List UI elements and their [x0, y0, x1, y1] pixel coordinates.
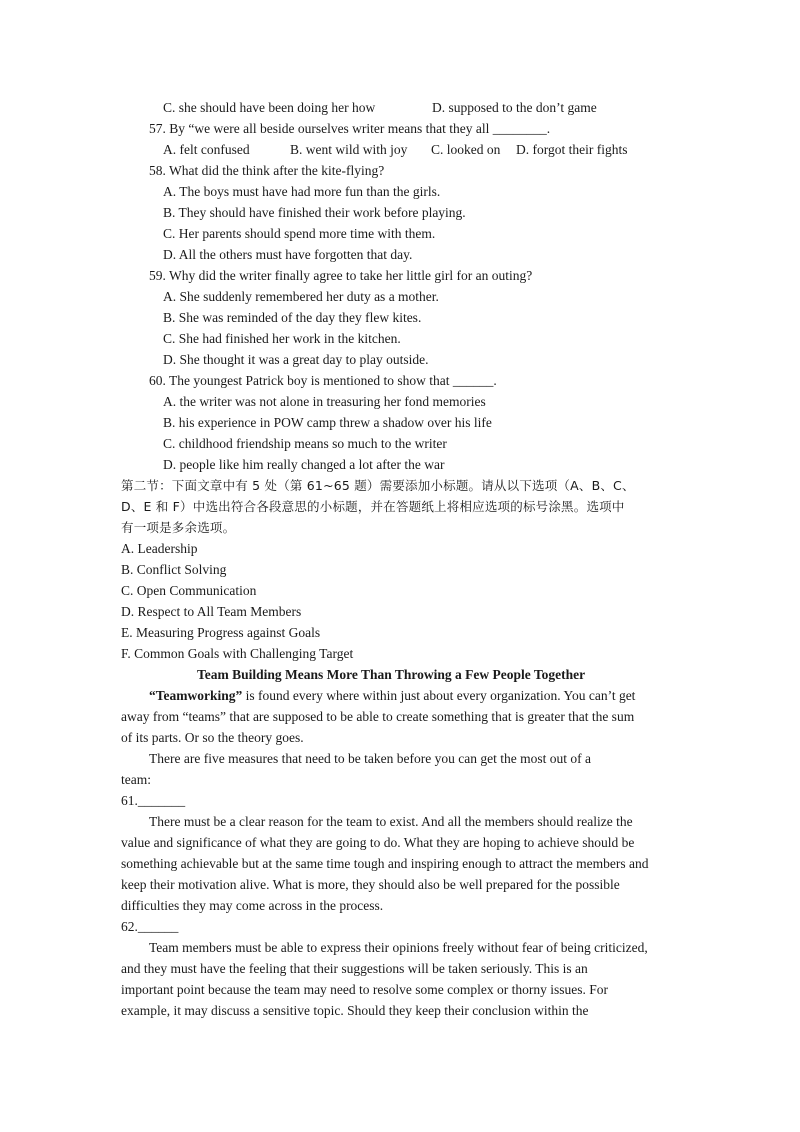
article-p4-line: and they must have the feeling that their suggestions will be taken seriously. This is an: [121, 961, 588, 976]
article-p2-line1: There are five measures that need to be taken before you can get the most out of a: [149, 751, 591, 766]
heading-option-d: D. Respect to All Team Members: [121, 604, 302, 619]
q59-option: B. She was reminded of the day they flew kites.: [163, 310, 422, 325]
q60-option: D. people like him really changed a lot after the war: [163, 457, 445, 472]
q58-option: B. They should have finished their work before playing.: [163, 205, 466, 220]
q58-option: D. All the others must have forgotten that day.: [163, 247, 413, 262]
q59-option: A. She suddenly remembered her duty as a mother.: [163, 289, 439, 304]
blank-62: 62.______: [121, 919, 179, 934]
q58-option: C. Her parents should spend more time with them.: [163, 226, 436, 241]
q59-stem: 59. Why did the writer finally agree to take her little girl for an outing?: [149, 268, 533, 283]
q56-option-d: D. supposed to the don’t game: [432, 100, 597, 115]
article-p3-line: keep their motivation alive. What is more, they should also be well prepared for the possible: [121, 877, 620, 892]
article-p1-line2: away from “teams” that are supposed to be able to create something that is greater that the sum: [121, 709, 635, 724]
article-p3-line: something achievable but at the same time tough and inspiring enough to attract the members and: [121, 856, 649, 871]
article-p4-line: Team members must be able to express their opinions freely without fear of being criticized,: [149, 940, 648, 955]
q59-option: C. She had finished her work in the kitchen.: [163, 331, 401, 346]
q59-option: D. She thought it was a great day to play outside.: [163, 352, 429, 367]
article-p1-line1: [149, 688, 635, 704]
article-p3-line: There must be a clear reason for the team to exist. And all the members should realize the: [149, 814, 633, 829]
q60-option: C. childhood friendship means so much to the writer: [163, 436, 447, 451]
article-title: Team Building Means More Than Throwing a Few People Together: [197, 667, 586, 682]
q58-stem: 58. What did the think after the kite-flying?: [149, 163, 385, 178]
article-p3-line: difficulties they may come across in the process.: [121, 898, 384, 913]
q57-option-a: A. felt confused: [163, 142, 250, 157]
q58-option: A. The boys must have had more fun than the girls.: [163, 184, 441, 199]
heading-option-b: B. Conflict Solving: [121, 562, 227, 577]
q56-option-c: C. she should have been doing her how: [163, 100, 376, 115]
article-p1-line1-rest: is found every where within just about every organization. You can’t get: [242, 688, 636, 703]
heading-option-e: E. Measuring Progress against Goals: [121, 625, 321, 640]
heading-option-a: A. Leadership: [121, 541, 198, 556]
article-p2-line2: team:: [121, 772, 151, 787]
blank-61: 61._______: [121, 793, 186, 808]
q57-stem: 57. By “we were all beside ourselves writer means that they all ________.: [149, 121, 551, 136]
article-p1-line3: of its parts. Or so the theory goes.: [121, 730, 304, 745]
article-p4-line: example, it may discuss a sensitive topic. Should they keep their conclusion within the: [121, 1003, 589, 1018]
section2-instruction-line: 第二节：下面文章中有 5 处（第 61~65 题）需要添加小标题。请从以下选项（A、B、C、: [121, 478, 635, 493]
q60-stem: 60. The youngest Patrick boy is mentioned to show that ______.: [149, 373, 497, 388]
q57-option-c: C. looked on: [431, 142, 501, 157]
q60-option: B. his experience in POW camp threw a shadow over his life: [163, 415, 492, 430]
article-p3-line: value and significance of what they are going to do. What they are hoping to achieve should be: [121, 835, 635, 850]
teamworking-term: “Teamworking”: [149, 688, 243, 703]
section2-instruction-line: D、E 和 F）中选出符合各段意思的小标题，并在答题纸上将相应选项的标号涂黑。选项中: [121, 499, 625, 514]
heading-option-c: C. Open Communication: [121, 583, 257, 598]
article-p4-line: important point because the team may need to resolve some complex or thorny issues. For: [121, 982, 609, 997]
q57-option-d: D. forgot their fights: [516, 142, 628, 157]
q60-option: A. the writer was not alone in treasuring her fond memories: [163, 394, 486, 409]
heading-option-f: F. Common Goals with Challenging Target: [121, 646, 354, 661]
section2-instruction-line: 有一项是多余选项。: [121, 520, 236, 535]
q57-option-b: B. went wild with joy: [290, 142, 408, 157]
